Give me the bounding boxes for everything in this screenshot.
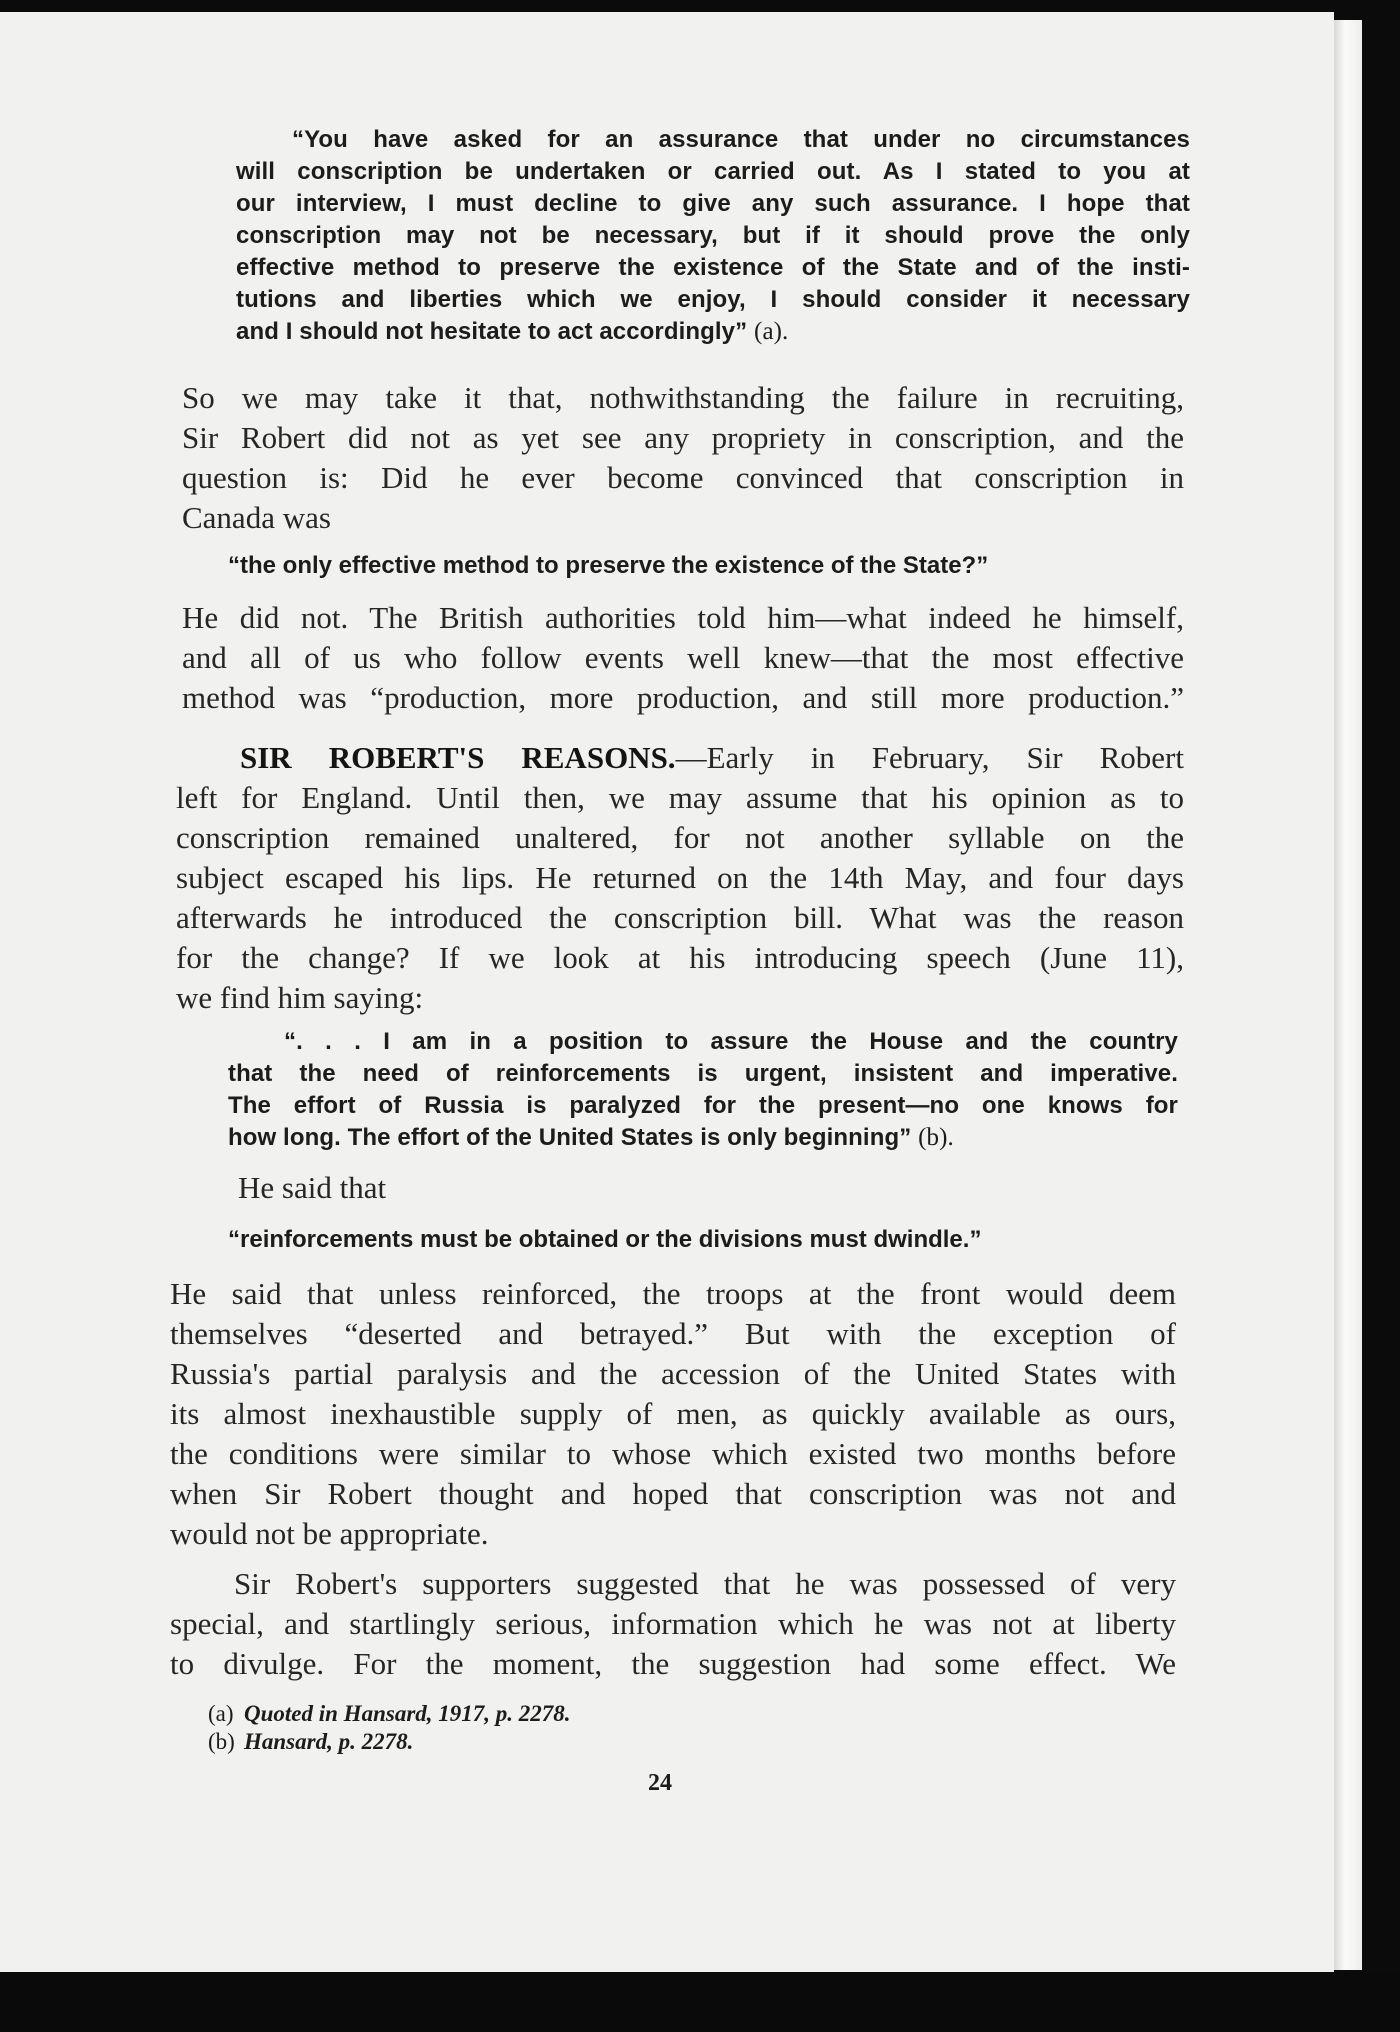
text-line: the conditions were similar to whose which existed two months before <box>170 1436 1176 1471</box>
quote-last-line: and I should not hesitate to act accordingly” <box>236 318 748 345</box>
text-line: special, and startlingly serious, information which he was not at liberty <box>170 1606 1176 1641</box>
text-line: its almost inexhaustible supply of men, as quickly available as ours, <box>170 1396 1176 1431</box>
quote-line: tutions and liberties which we enjoy, I should consider it necessary <box>236 286 1190 313</box>
text-line: when Sir Robert thought and hoped that conscription was not and <box>170 1476 1176 1511</box>
quote-line: The effort of Russia is paralyzed for the present—no one knows for <box>228 1092 1178 1119</box>
footnote-ref-a: (a). <box>754 318 789 345</box>
footnotes <box>208 1700 571 1756</box>
quote-line: “. . . I am in a position to assure the House and the country <box>284 1028 1178 1055</box>
footnote-mark: (b) <box>208 1729 235 1754</box>
text-line <box>240 738 1184 778</box>
text-line: subject escaped his lips. He returned on the 14th May, and four days <box>176 860 1184 895</box>
text-line: So we may take it that, nothwithstanding the failure in recruiting, <box>182 380 1184 415</box>
text-line: Sir Robert did not as yet see any propriety in conscription, and the <box>182 420 1184 455</box>
quote-line <box>236 316 1190 348</box>
page-number: 24 <box>648 1770 672 1796</box>
paragraph-sir-roberts-reasons <box>176 738 1184 1018</box>
quote-line: that the need of reinforcements is urgent, insistent and imperative. <box>228 1060 1178 1087</box>
text-line: we find him saying: <box>176 980 424 1015</box>
text-line: would not be appropriate. <box>170 1516 489 1551</box>
text-line: themselves “deserted and betrayed.” But with the exception of <box>170 1316 1176 1351</box>
text-line: afterwards he introduced the conscription bill. What was the reason <box>176 900 1184 935</box>
quote-divisions-dwindle: “reinforcements must be obtained or the divisions must dwindle.” <box>228 1226 982 1253</box>
paragraph-he-did-not <box>182 598 1184 718</box>
paragraph-supporters <box>170 1564 1176 1684</box>
text-line: Canada was <box>182 500 331 535</box>
quote-last-line: how long. The effort of the United States is only beginning” <box>228 1124 912 1151</box>
footnote-text: Hansard, p. 2278. <box>244 1729 414 1754</box>
text-line: Russia's partial paralysis and the accession of the United States with <box>170 1356 1176 1391</box>
he-said-that: He said that <box>238 1170 387 1205</box>
text-line: He said that unless reinforced, the troops at the front would deem <box>170 1276 1176 1311</box>
page-edge <box>1334 20 1362 1970</box>
quote-effective-method: “the only effective method to preserve the existence of the State?” <box>228 552 989 579</box>
quote-line: “You have asked for an assurance that under no circumstances <box>292 126 1190 153</box>
footnote-text: Quoted in Hansard, 1917, p. 2278. <box>244 1701 571 1726</box>
text-line: to divulge. For the moment, the suggestion had some effect. We <box>170 1646 1176 1681</box>
footnote-b <box>208 1728 571 1756</box>
quote-line: our interview, I must decline to give any such assurance. I hope that <box>236 190 1190 217</box>
paragraph-recruiting <box>182 378 1184 538</box>
footnote-mark: (a) <box>208 1701 234 1726</box>
quote-line: conscription may not be necessary, but if it should prove the only <box>236 222 1190 249</box>
text-line: question is: Did he ever become convinced that conscription in <box>182 460 1184 495</box>
scan-border <box>0 1972 1400 2032</box>
text-line: and all of us who follow events well knew—that the most effective <box>182 640 1184 675</box>
text-line: method was “production, more production, and still more production.” <box>182 680 1184 715</box>
quote-line: will conscription be undertaken or carried out. As I stated to you at <box>236 158 1190 185</box>
footnote-a <box>208 1700 571 1728</box>
quote-line <box>228 1122 1178 1154</box>
heading-continuation: —Early in February, Sir Robert <box>675 740 1184 775</box>
text-line: He did not. The British authorities told him—what indeed he himself, <box>182 600 1184 635</box>
quote-line: effective method to preserve the existence of the State and of the insti- <box>236 254 1190 281</box>
text-line: Sir Robert's supporters suggested that he was possessed of very <box>234 1566 1176 1601</box>
text-line: left for England. Until then, we may assume that his opinion as to <box>176 780 1184 815</box>
paragraph-unless-reinforced <box>170 1274 1176 1554</box>
section-heading: SIR ROBERT'S REASONS. <box>240 740 676 775</box>
footnote-ref-b: (b). <box>918 1124 954 1151</box>
block-quote-reinforcements <box>228 1026 1178 1154</box>
text-line: conscription remained unaltered, for not another syllable on the <box>176 820 1184 855</box>
text-line: for the change? If we look at his introducing speech (June 11), <box>176 940 1184 975</box>
block-quote-assurance <box>236 124 1190 348</box>
